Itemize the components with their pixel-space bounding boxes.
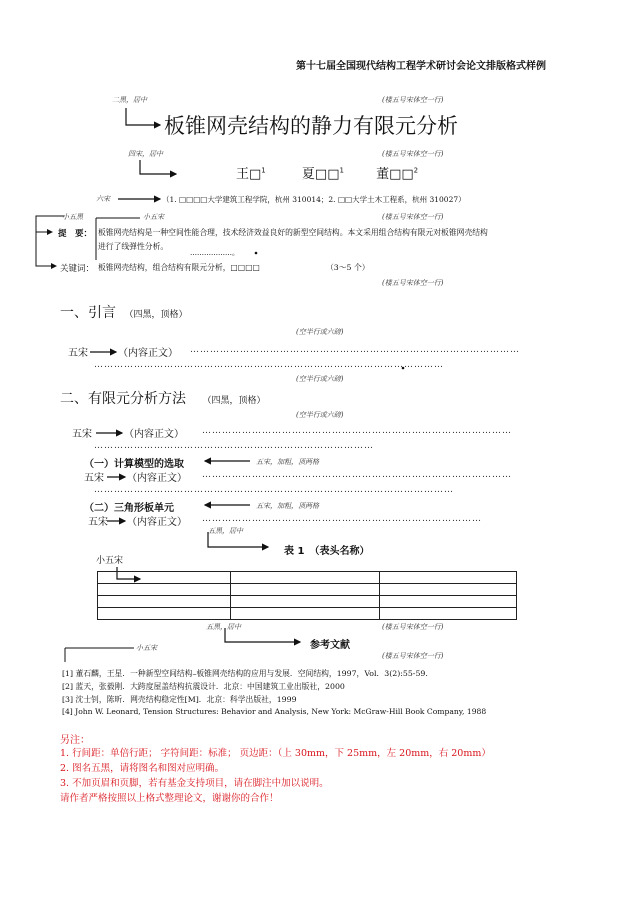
body-content-1: （内容正文） [118,348,178,359]
note-caption-font: 五黑，居中 [208,527,243,535]
note-ref-font: 小五宋 [136,644,157,652]
body-content-3: （内容正文） [127,473,187,484]
note-half-3: (空半行或六磅) [296,411,344,419]
note-abs-font2: 小五宋 [143,213,164,221]
subsection-1-heading: （一）计算模型的选取 [84,459,184,470]
section-2-heading: 二、有限元分析方法 （四黑，顶格） [60,391,266,407]
abs-bracket-arrow [36,216,64,266]
author-list [236,163,418,182]
note-space-3: (楼五号宋体空一行) [382,213,444,221]
body-dots-3b: ……………………………………………………………………………………………… [94,485,454,495]
abstract-dots: ………………。 [190,249,239,257]
body-content-4: （内容正文） [127,517,187,528]
notes-item-2: 2. 图名五黑，请将图名和图对应明确。 [60,763,225,774]
note-space-1: (楼五号宋体空一行) [382,96,444,104]
author-arrow [140,160,176,174]
author-3: 董□□$^2$ [376,166,419,182]
author-1: 王□$^1$ [236,166,266,182]
notes-item-3: 3. 不加页眉和页脚，若有基金支持项目，请在脚注中加以说明。 [60,778,329,789]
abstract-label: 提 要： [58,229,93,239]
body-dots-1b: …………………………………………………………………………………………… [94,360,444,370]
note-abs-font: 小五黑 [62,213,83,221]
abstract-line-2: 进行了线弹性分析。 [98,242,169,251]
body-content-2: （内容正文） [124,429,184,440]
references-title: 参考文献 [310,640,350,651]
body-font-4: 五宋 [88,517,108,528]
note-sub-1: 五宋，加粗，顶两格 [256,458,319,466]
page-header-title: 第十七届全国现代结构工程学术研讨会论文排版格式样例 [296,61,546,72]
notes-closing: 请作者严格按照以上格式整理论文，谢谢你的合作！ [60,793,279,804]
body-font-1: 五宋 [68,348,88,359]
notes-item-1: 1. 行间距：单倍行距； 字符间距：标准； 页边距：（上 30mm，下 25mm，左 20mm，右 20mm） [60,748,491,759]
body-font-3: 五宋 [84,473,104,484]
note-affil-font: 六宋 [96,195,110,203]
table-title: 表 1 （表头名称） [284,546,370,557]
body-dots-3a: ………………………………………………………………………………… [202,470,512,480]
reference-3: [3] 沈士钊，陈昕．网壳结构稳定性[M]．北京：科学出版社，1999 [62,695,297,704]
note-space-2: (楼五号宋体空一行) [382,150,444,158]
note-space-4: (楼五号宋体空一行) [382,279,444,287]
body-dots-1a: ……………………………………………………………………………………… [190,345,520,355]
sample-table [97,571,517,620]
author-2: 夏□□$^1$ [301,166,344,182]
body-dots-4a: ………………………………………………………………………… [202,514,482,524]
subsection-2-heading: （二）三角形板单元 [84,503,174,514]
ref-font-line [65,648,134,662]
body-dots-2a: ………………………………………………………………………………… [202,426,512,436]
abstract-line-1: 板锥网壳结构是一种空间性能合理，技术经济效益良好的新型空间结构。本文采用组合结构有限元对板锥网壳结构 [98,228,488,237]
affiliation: （1. □□□□大学建筑工程学院，杭州 310014；2. □□大学土木工程系，杭州 310027） [162,195,466,204]
table-font: 小五宋 [96,556,124,566]
reference-4: [4] John W. Leonard, Tension Structures: Behavior and Analysis, New York: McGraw-Hill Book Company, 1988 [62,707,487,716]
reference-2: [2] 蓝天，张毅刚．大跨度屋盖结构抗震设计．北京：中国建筑工业出版社，2000 [62,682,345,691]
note-caption-font-2: 五黑，居中 [206,623,241,631]
note-title-font: 二黑，居中 [112,96,147,104]
notes-heading: 另注： [60,735,90,746]
note-author-font: 四宋，居中 [128,150,163,158]
body-font-2: 五宋 [72,429,92,440]
note-sub-2: 五宋，加粗，顶两格 [256,502,319,510]
note-half-1: (空半行或六磅) [296,328,344,336]
keywords-count: （3～5 个） [326,263,370,272]
body-dots-2b: ………………………………………………………………………… [94,441,374,451]
note-half-2: (空半行或六磅) [296,375,344,383]
keywords-text: 板锥网壳结构，组合结构有限元分析，□□□□ [98,263,261,272]
keywords-label: 关键词： [60,264,95,274]
reference-1: [1] 董石麟，王星．一种新型空间结构–板锥网壳结构的应用与发展．空间结构，1997，Vol．3(2):55-59. [62,669,428,678]
paper-title: 板锥网壳结构的静力有限元分析 [164,114,458,138]
section-1-heading: 一、引言 （四黑，顶格） [60,305,188,321]
title-arrow [126,108,160,125]
note-space-6: (楼五号宋体空一行) [382,652,444,660]
note-space-5: (楼五号宋体空一行) [382,623,444,631]
